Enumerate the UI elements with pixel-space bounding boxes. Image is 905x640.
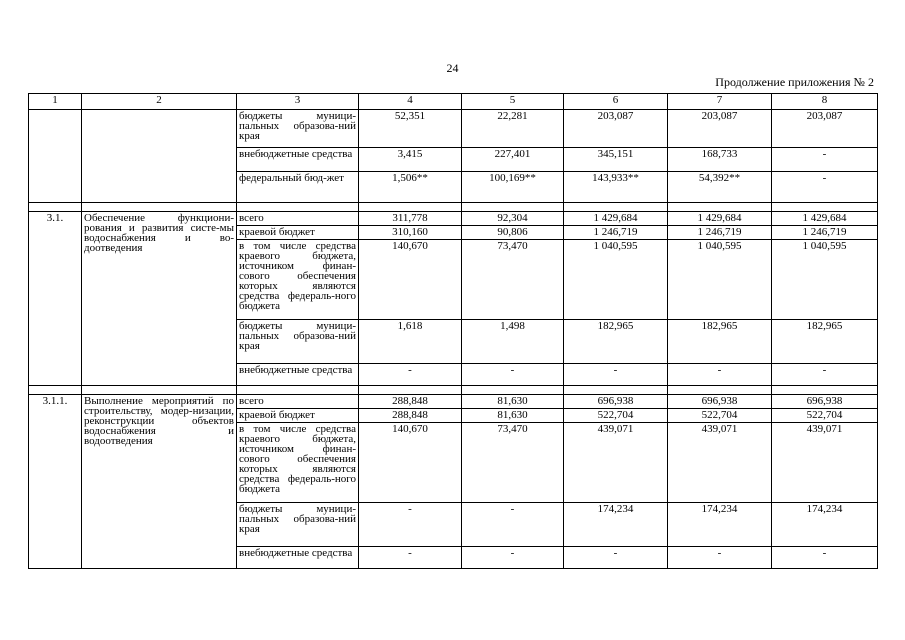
amount-cell: -: [772, 148, 878, 172]
funding-source-cell: внебюджетные средства: [237, 148, 359, 172]
amount-cell: 22,281: [462, 110, 564, 148]
spacer-cell: [462, 203, 564, 212]
item-number-cell: 3.1.1.: [29, 395, 82, 569]
amount-cell: 73,470: [462, 423, 564, 503]
amount-cell: 140,670: [359, 240, 462, 320]
column-number-cell: 4: [359, 94, 462, 110]
section-spacer-row: [29, 203, 878, 212]
amount-cell: 203,087: [668, 110, 772, 148]
amount-cell: 1,618: [359, 320, 462, 364]
spacer-cell: [359, 203, 462, 212]
funding-source-cell: всего: [237, 212, 359, 226]
amount-cell: 311,778: [359, 212, 462, 226]
amount-cell: 81,630: [462, 395, 564, 409]
amount-cell: 1,498: [462, 320, 564, 364]
item-number-cell: [29, 110, 82, 203]
spacer-cell: [668, 386, 772, 395]
spacer-cell: [772, 386, 878, 395]
continuation-caption: Продолжение приложения № 2: [715, 75, 874, 89]
amount-cell: 696,938: [772, 395, 878, 409]
amount-cell: 1 429,684: [668, 212, 772, 226]
amount-cell: 81,630: [462, 409, 564, 423]
amount-cell: 174,234: [564, 503, 668, 547]
spacer-cell: [668, 203, 772, 212]
item-title-cell: Обеспечение функциони-рования и развития систе-мы водоснабжения и во-доотведения: [82, 212, 237, 386]
amount-cell: 1 246,719: [772, 226, 878, 240]
amount-cell: 439,071: [668, 423, 772, 503]
amount-cell: -: [772, 547, 878, 569]
amount-cell: 174,234: [772, 503, 878, 547]
column-number-cell: 8: [772, 94, 878, 110]
amount-cell: 182,965: [772, 320, 878, 364]
amount-cell: -: [359, 547, 462, 569]
amount-cell: 182,965: [564, 320, 668, 364]
funding-source-cell: краевой бюджет: [237, 226, 359, 240]
amount-cell: -: [772, 172, 878, 203]
item-title-cell: [82, 110, 237, 203]
spacer-cell: [29, 386, 82, 395]
amount-cell: -: [462, 547, 564, 569]
amount-cell: -: [564, 364, 668, 386]
table-row: [29, 110, 878, 148]
amount-cell: -: [462, 364, 564, 386]
amount-cell: 522,704: [668, 409, 772, 423]
column-number-cell: 1: [29, 94, 82, 110]
amount-cell: 345,151: [564, 148, 668, 172]
item-title-cell: Выполнение мероприятий по строительству, модер-низации, реконструкции объектов водоснабжения и водоотведения: [82, 395, 237, 569]
amount-cell: 288,848: [359, 409, 462, 423]
amount-cell: 73,470: [462, 240, 564, 320]
column-number-cell: 7: [668, 94, 772, 110]
funding-source-cell: всего: [237, 395, 359, 409]
funding-source-cell: бюджеты муници-пальных образова-ний края: [237, 503, 359, 547]
amount-cell: 1 429,684: [564, 212, 668, 226]
page-number: 24: [446, 61, 459, 75]
amount-cell: -: [359, 364, 462, 386]
spacer-cell: [772, 203, 878, 212]
column-number-row: [29, 94, 878, 110]
amount-cell: 522,704: [564, 409, 668, 423]
amount-cell: 439,071: [772, 423, 878, 503]
table-row: [29, 395, 878, 409]
amount-cell: 54,392**: [668, 172, 772, 203]
amount-cell: 1 246,719: [564, 226, 668, 240]
table-row: [29, 212, 878, 226]
funding-source-cell: внебюджетные средства: [237, 547, 359, 569]
amount-cell: 182,965: [668, 320, 772, 364]
amount-cell: 203,087: [772, 110, 878, 148]
funding-source-cell: в том числе средства краевого бюджета, источником финан-сового обеспечения которых являются средства федераль-ного бюджета: [237, 423, 359, 503]
amount-cell: 143,933**: [564, 172, 668, 203]
amount-cell: -: [462, 503, 564, 547]
column-number-cell: 6: [564, 94, 668, 110]
amount-cell: 1 246,719: [668, 226, 772, 240]
amount-cell: 52,351: [359, 110, 462, 148]
amount-cell: -: [668, 364, 772, 386]
amount-cell: 1,506**: [359, 172, 462, 203]
spacer-cell: [82, 203, 237, 212]
amount-cell: 1 040,595: [772, 240, 878, 320]
funding-source-cell: в том числе средства краевого бюджета, источником финан-сового обеспечения которых являются средства федераль-ного бюджета: [237, 240, 359, 320]
spacer-cell: [462, 386, 564, 395]
amount-cell: 203,087: [564, 110, 668, 148]
funding-source-cell: краевой бюджет: [237, 409, 359, 423]
column-number-cell: 5: [462, 94, 564, 110]
amount-cell: 288,848: [359, 395, 462, 409]
amount-cell: 92,304: [462, 212, 564, 226]
spacer-cell: [237, 386, 359, 395]
amount-cell: 522,704: [772, 409, 878, 423]
amount-cell: 439,071: [564, 423, 668, 503]
funding-source-cell: бюджеты муници-пальных образова-ний края: [237, 110, 359, 148]
spacer-cell: [82, 386, 237, 395]
amount-cell: 90,806: [462, 226, 564, 240]
funding-source-cell: внебюджетные средства: [237, 364, 359, 386]
column-number-cell: 2: [82, 94, 237, 110]
amount-cell: 100,169**: [462, 172, 564, 203]
funding-source-cell: бюджеты муници-пальных образова-ний края: [237, 320, 359, 364]
spacer-cell: [237, 203, 359, 212]
spacer-cell: [564, 386, 668, 395]
amount-cell: 696,938: [668, 395, 772, 409]
amount-cell: 310,160: [359, 226, 462, 240]
amount-cell: 3,415: [359, 148, 462, 172]
amount-cell: -: [668, 547, 772, 569]
spacer-cell: [359, 386, 462, 395]
budget-table: [28, 93, 878, 569]
column-number-cell: 3: [237, 94, 359, 110]
amount-cell: 1 040,595: [668, 240, 772, 320]
funding-source-cell: федеральный бюд-жет: [237, 172, 359, 203]
amount-cell: 227,401: [462, 148, 564, 172]
amount-cell: -: [564, 547, 668, 569]
amount-cell: 1 429,684: [772, 212, 878, 226]
amount-cell: -: [772, 364, 878, 386]
amount-cell: 168,733: [668, 148, 772, 172]
amount-cell: 174,234: [668, 503, 772, 547]
spacer-cell: [29, 203, 82, 212]
amount-cell: -: [359, 503, 462, 547]
amount-cell: 140,670: [359, 423, 462, 503]
amount-cell: 1 040,595: [564, 240, 668, 320]
amount-cell: 696,938: [564, 395, 668, 409]
item-number-cell: 3.1.: [29, 212, 82, 386]
section-spacer-row: [29, 386, 878, 395]
spacer-cell: [564, 203, 668, 212]
